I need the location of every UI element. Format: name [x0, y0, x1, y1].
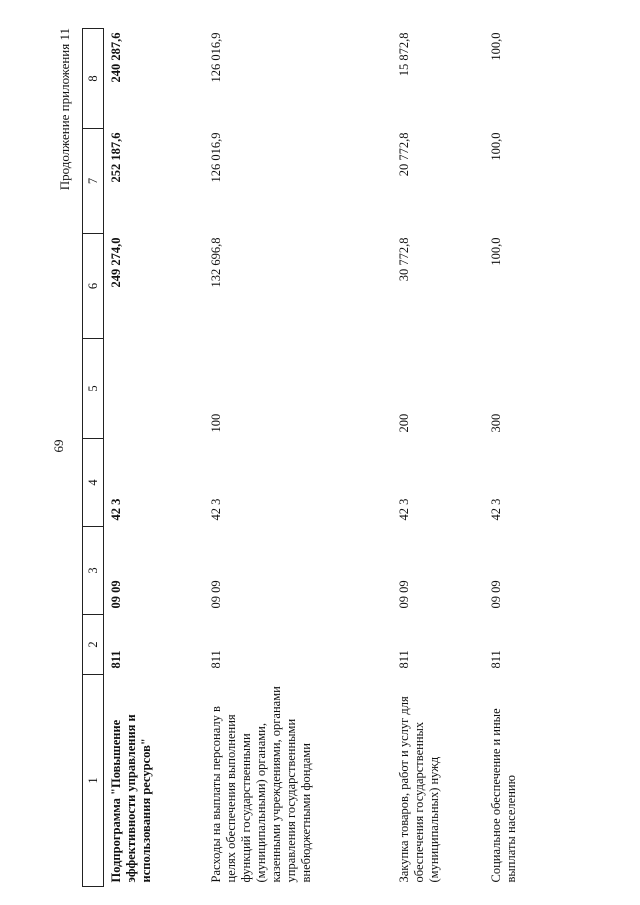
page-number: 69 [51, 439, 66, 453]
target-code: 42 3 [208, 498, 223, 521]
column-number: 8 [83, 29, 104, 129]
table-row [484, 29, 544, 887]
ministry-code: 811 [488, 650, 503, 669]
appendix-caption: Продолжение приложения 11 [57, 28, 72, 191]
expense-type-code: 300 [488, 413, 503, 433]
ministry-code: 811 [208, 650, 223, 669]
row-name: Расходы на выплаты персоналу в целях обеспечения выполнения функций государственными (муниципальными) органами, казенными учреждениями, органами управления государственными внебюджетными фондами [208, 686, 313, 883]
row-name: Подпрограмма "Повышение эффективности управления и использования ресурсов" [109, 714, 153, 883]
row-name: Социальное обеспечение и иные выплаты населению [488, 708, 518, 883]
amount-col6: 30 772,8 [396, 237, 411, 282]
column-number: 7 [83, 129, 104, 234]
amount-col6: 132 696,8 [208, 237, 223, 288]
expense-type-code: 100 [208, 413, 223, 433]
budget-table [82, 28, 544, 887]
column-number: 3 [83, 527, 104, 615]
table-row [392, 29, 484, 887]
target-code: 42 3 [488, 498, 503, 521]
column-number: 2 [83, 615, 104, 675]
amount-col7: 100,0 [488, 132, 503, 161]
section-code: 09 09 [396, 580, 411, 609]
amount-col8: 100,0 [488, 32, 503, 61]
amount-col8: 15 872,8 [396, 32, 411, 77]
column-number-row [83, 29, 104, 887]
expense-type-code: 200 [396, 413, 411, 433]
amount-col7: 20 772,8 [396, 132, 411, 177]
ministry-code: 811 [109, 650, 123, 669]
ministry-code: 811 [396, 650, 411, 669]
section-code: 09 09 [488, 580, 503, 609]
table-row [204, 29, 392, 887]
section-code: 09 09 [208, 580, 223, 609]
amount-col8: 240 287,6 [109, 32, 123, 83]
amount-col7: 126 016,9 [208, 132, 223, 183]
row-name: Закупка товаров, работ и услуг для обеспечения государственных (муниципальных) нужд [396, 696, 441, 883]
section-code: 09 09 [109, 580, 123, 609]
amount-col6: 100,0 [488, 237, 503, 266]
expense-type-code [104, 339, 204, 439]
amount-col8: 126 016,9 [208, 32, 223, 83]
target-code: 42 3 [109, 498, 123, 521]
amount-col7: 252 187,6 [109, 132, 123, 183]
column-number: 4 [83, 439, 104, 527]
target-code: 42 3 [396, 498, 411, 521]
column-number: 1 [83, 675, 104, 887]
column-number: 5 [83, 339, 104, 439]
column-number: 6 [83, 234, 104, 339]
table-row [104, 29, 204, 887]
amount-col6: 249 274,0 [109, 237, 123, 288]
